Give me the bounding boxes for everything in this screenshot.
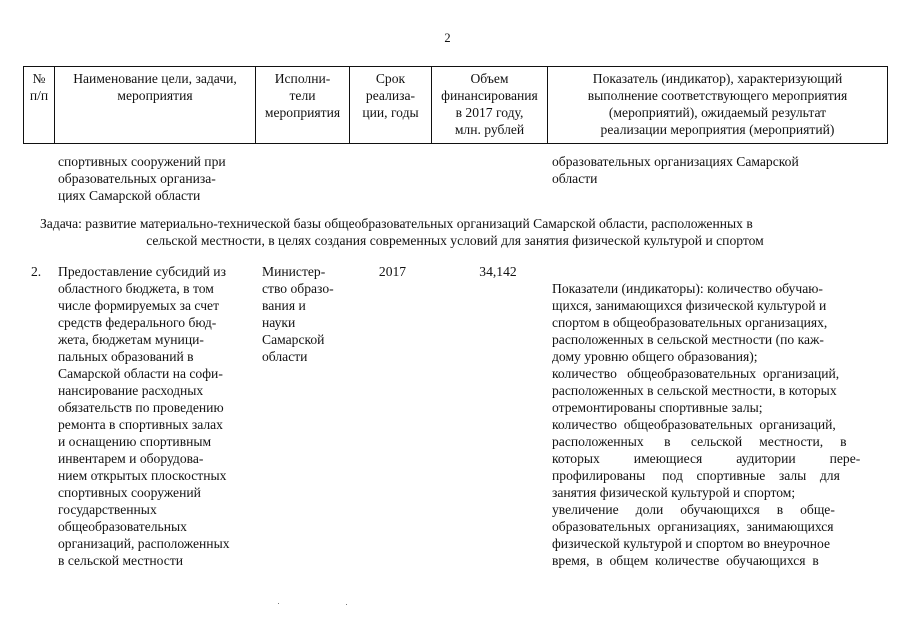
- indicator-line: расположенных в сельской местности (по каж-: [552, 332, 824, 347]
- indicator-line: время, в общем количестве обучающихся в: [552, 553, 819, 568]
- row-name: Предоставление субсидий из областного бюджета, в том числе формируемых за счет средств федерального бюд- жета, бюджетам муници- пальных образований в Самарской области на софи- нансирование расходных обязательств по проведению ремонта в спортивных залах и оснащению спортивным инвентарем и оборудова- нием открытых плоскостных спортивных сооружений государственных общеобразовательных организаций, расположенных в сельской местности: [58, 264, 230, 568]
- continuation-indicator: образовательных организациях Самарской области: [552, 154, 799, 186]
- indicator-line: щихся, занимающихся физической культурой и: [552, 298, 827, 313]
- header-indicator: Показатель (индикатор), характеризующий выполнение соответствующего мероприятия (мероприятий), ожидаемый результат реализации мероприятия (мероприятий): [548, 67, 888, 144]
- task-line-1: Задача: развитие материально-технической базы общеобразовательных организаций Самарской области, расположенных в: [40, 216, 753, 231]
- indicator-line: Показатели (индикаторы): количество обучаю-: [552, 281, 823, 296]
- header-executors: Исполни- тели мероприятия: [256, 67, 350, 144]
- scan-speck: [278, 603, 279, 604]
- scan-speck: [346, 604, 347, 605]
- indicator-line: количество общеобразовательных организаций,: [552, 366, 840, 381]
- indicator-line: физической культурой и спортом во внеурочное: [552, 536, 831, 551]
- indicator-line: расположенных в сельской местности, в которых: [552, 383, 837, 398]
- task-heading: [40, 215, 870, 249]
- indicator-line: дому уровню общего образования);: [552, 349, 758, 364]
- indicator-line: количество общеобразовательных организаций,: [552, 417, 836, 432]
- indicator-line: увеличение доли обучающихся в обще-: [552, 502, 835, 517]
- continuation-name: спортивных сооружений при образовательных организа- циях Самарской области: [58, 154, 226, 203]
- header-name: Наименование цели, задачи, мероприятия: [55, 67, 256, 144]
- row-number: 2.: [31, 264, 42, 279]
- header-number: № п/п: [24, 67, 55, 144]
- indicator-line: расположенных в сельской местности, в: [552, 434, 847, 449]
- indicator-line: занятия физической культурой и спортом;: [552, 485, 796, 500]
- indicator-line: спортом в общеобразовательных организациях,: [552, 315, 828, 330]
- row-indicators: [552, 263, 884, 586]
- table-header: [23, 66, 888, 144]
- header-funding: Объем финансирования в 2017 году, млн. рублей: [432, 67, 548, 144]
- row-executor: Министер- ство образо- вания и науки Самарской области: [262, 264, 334, 364]
- row-amount: 34,142: [479, 264, 517, 279]
- indicator-line: отремонтированы спортивные залы;: [552, 400, 763, 415]
- row-year: 2017: [378, 264, 407, 279]
- header-row: [24, 67, 888, 144]
- page-number: 2: [444, 31, 451, 45]
- indicator-line: профилированы под спортивные залы для: [552, 468, 840, 483]
- indicator-line: образовательных организациях, занимающихся: [552, 519, 834, 534]
- task-line-2: сельской местности, в целях создания современных условий для занятия физической культурой и спортом: [146, 233, 764, 248]
- header-period: Срок реализа- ции, годы: [350, 67, 432, 144]
- indicator-line: которых имеющиеся аудитории пере-: [552, 451, 861, 466]
